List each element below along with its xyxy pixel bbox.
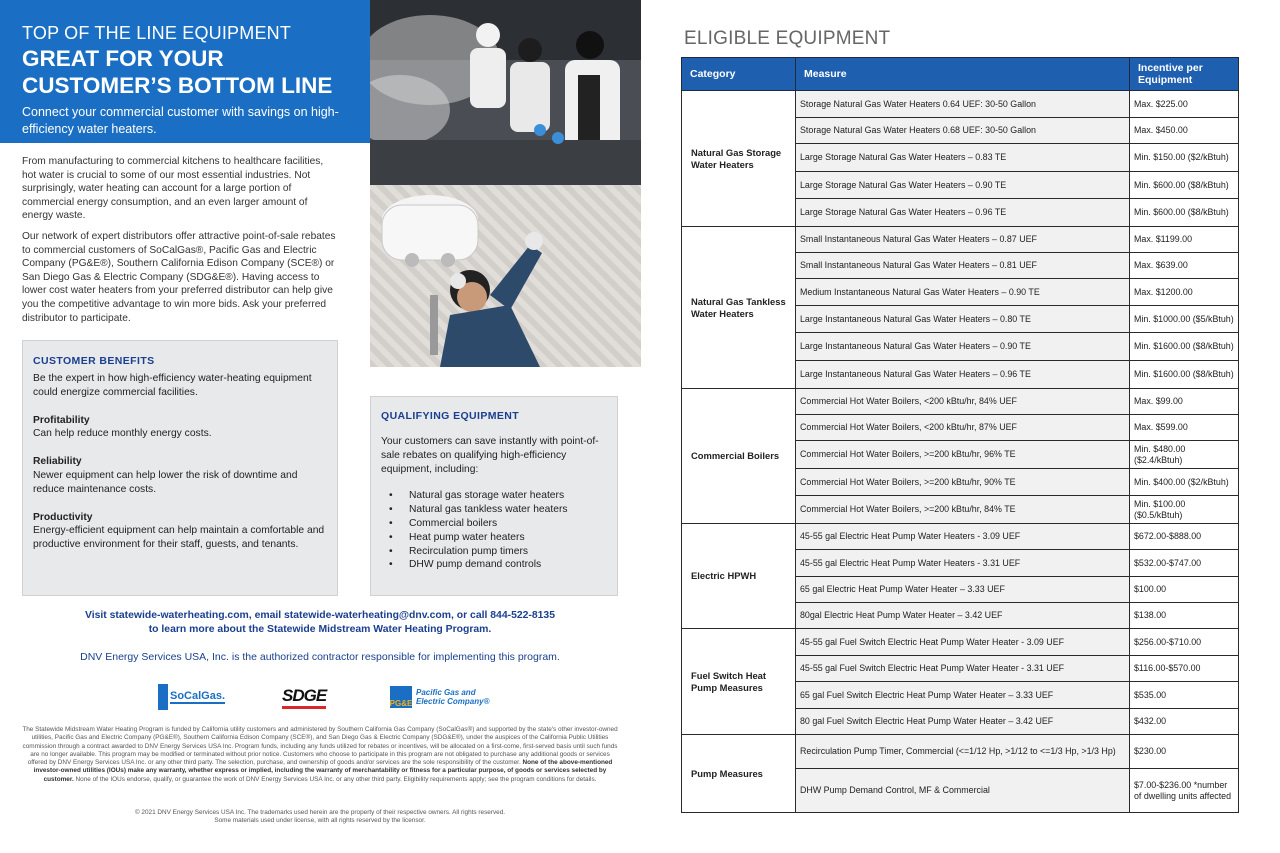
copyright-line-1: © 2021 DNV Energy Services USA Inc. The trademarks used herein are the property of their respective owners. All rights reserved.	[134, 809, 506, 816]
incentive-cell: Min. $150.00 ($2/kBtuh)	[1130, 144, 1239, 172]
incentive-cell: Min. $480.00 ($2.4/kBtuh)	[1130, 441, 1239, 469]
measure-cell: Commercial Hot Water Boilers, <200 kBtu/hr, 84% UEF	[796, 389, 1130, 415]
sdge-logo-text: SDGE	[282, 686, 326, 709]
measure-cell: Large Storage Natural Gas Water Heaters – 0.96 TE	[796, 199, 1130, 227]
incentive-cell: $432.00	[1130, 709, 1239, 735]
measure-cell: Commercial Hot Water Boilers, <200 kBtu/hr, 87% UEF	[796, 415, 1130, 441]
qualifying-equipment-box	[370, 396, 618, 596]
list-item: • Heat pump water heaters	[381, 531, 607, 545]
list-item: • Commercial boilers	[381, 517, 607, 531]
column-header-incentive: Incentive per Equipment	[1130, 58, 1239, 91]
copyright-notice	[22, 809, 618, 826]
fine-print	[22, 726, 618, 784]
incentive-cell: Max. $450.00	[1130, 118, 1239, 144]
incentive-cell: $535.00	[1130, 682, 1239, 709]
customer-benefits-title: CUSTOMER BENEFITS	[33, 355, 155, 367]
table-row	[682, 629, 1239, 656]
dnv-statement: DNV Energy Services USA, Inc. is the authorized contractor responsible for implementing this program.	[80, 651, 560, 663]
intro-paragraph-1: From manufacturing to commercial kitchens to healthcare facilities, hot water is crucial to some of our most essential industries. Not surprisingly, water heating can account for a large portion of commercial energy consumption, and an even larger amount of energy waste.	[22, 156, 324, 222]
eligible-equipment-body	[682, 91, 1239, 813]
incentive-cell: Max. $99.00	[1130, 389, 1239, 415]
category-cell: Natural Gas Tankless Water Heaters	[682, 227, 796, 389]
hero-headline-line-2: CUSTOMER’S BOTTOM LINE	[22, 73, 333, 98]
column-header-category: Category	[682, 58, 796, 91]
measure-cell: Commercial Hot Water Boilers, >=200 kBtu/hr, 84% TE	[796, 496, 1130, 524]
table-row	[682, 227, 1239, 253]
pge-logo-line-1: Pacific Gas and	[416, 688, 476, 697]
qualifying-equipment-lead: Your customers can save instantly with point-of-sale rebates on qualifying high-efficiency equipment, including:	[381, 436, 599, 475]
measure-cell: Storage Natural Gas Water Heaters 0.64 UEF: 30-50 Gallon	[796, 91, 1130, 118]
socalgas-logo	[158, 680, 226, 714]
incentive-cell: $532.00-$747.00	[1130, 550, 1239, 577]
measure-cell: Large Instantaneous Natural Gas Water Heaters – 0.80 TE	[796, 306, 1130, 333]
measure-cell: Small Instantaneous Natural Gas Water Heaters – 0.81 UEF	[796, 253, 1130, 279]
pge-logo-line-2: Electric Company®	[416, 697, 490, 706]
incentive-cell: Max. $1200.00	[1130, 279, 1239, 306]
category-cell: Fuel Switch Heat Pump Measures	[682, 629, 796, 735]
fine-print-normal: The Statewide Midstream Water Heating Program is funded by California utility customers and administered by Southern California Gas Company (SoCalGas®) and supported by the state's other investor-owned utilities, Pacific Gas and Electric Company (PG&E®), Southern California Edison Company (SCE®), and San Diego Gas & Electric Company (SDG&E®), under the auspices of the California Public Utilities commission through a contract awarded to DNV Energy Services USA Inc. Program funds, including any funds utilized for rebates or incentives, will be allocated on a first-come, first-served basis until such funds are no longer available. This program may be modified or terminated without prior notice. Customers who choose to participate in this program are not obligated to purchase any additional goods or services offered by DNV Energy Services USA Inc. or any other third party. The selection, purchase, and ownership of goods and/or services are the sole responsibility of the customer.	[22, 726, 618, 767]
list-item: • Recirculation pump timers	[381, 545, 607, 559]
incentive-cell: $116.00-$570.00	[1130, 656, 1239, 682]
incentive-cell: Max. $1199.00	[1130, 227, 1239, 253]
benefit-title: Reliability	[33, 456, 82, 468]
incentive-cell: $230.00	[1130, 735, 1239, 769]
hero-subtitle: Connect your commercial customer with savings on high-efficiency water heaters.	[22, 105, 339, 136]
category-cell: Commercial Boilers	[682, 389, 796, 524]
measure-cell: 65 gal Electric Heat Pump Water Heater – 3.33 UEF	[796, 577, 1130, 603]
incentive-cell: Min. $600.00 ($8/kBtuh)	[1130, 172, 1239, 199]
benefit-profitability	[33, 414, 327, 442]
incentive-cell: Max. $225.00	[1130, 91, 1239, 118]
customer-benefits-lead: Be the expert in how high-efficiency water-heating equipment could energize commercial facilities.	[33, 373, 312, 398]
benefit-productivity	[33, 511, 327, 552]
contact-line-1[interactable]: Visit statewide-waterheating.com, email statewide-waterheating@dnv.com, or call 844-522-8135	[85, 610, 555, 621]
incentive-cell: $100.00	[1130, 577, 1239, 603]
technician-water-heater-photo	[370, 185, 641, 367]
hero-kicker: TOP OF THE LINE EQUIPMENT	[22, 23, 292, 43]
measure-cell: DHW Pump Demand Control, MF & Commercial	[796, 769, 1130, 813]
incentive-cell: Min. $600.00 ($8/kBtuh)	[1130, 199, 1239, 227]
table-row	[682, 524, 1239, 550]
table-row	[682, 389, 1239, 415]
utility-logos	[150, 680, 550, 714]
benefit-reliability	[33, 455, 327, 496]
sdge-logo	[282, 680, 328, 714]
pge-logo	[390, 680, 490, 714]
socalgas-logo-text: SoCalGas.	[170, 690, 226, 702]
incentive-cell: $7.00-$236.00 *number of dwelling units affected	[1130, 769, 1239, 813]
incentive-cell: Min. $1000.00 ($5/kBtuh)	[1130, 306, 1239, 333]
hero-headline-line-1: GREAT FOR YOUR	[22, 46, 224, 71]
incentive-cell: Min. $100.00 ($0.5/kBtuh)	[1130, 496, 1239, 524]
measure-cell: 80 gal Fuel Switch Electric Heat Pump Water Heater – 3.42 UEF	[796, 709, 1130, 735]
incentive-cell: $256.00-$710.00	[1130, 629, 1239, 656]
benefit-text: Energy-efficient equipment can help maintain a comfortable and productive environment for their staff, guests, and tenants.	[33, 525, 325, 551]
fine-print-tail: None of the IOUs endorse, qualify, or guarantee the work of DNV Energy Services USA Inc. or any other third party. Eligibility requirements apply; see the program conditions for details.	[73, 775, 597, 783]
hero-headline	[22, 45, 348, 99]
measure-cell: Medium Instantaneous Natural Gas Water Heaters – 0.90 TE	[796, 279, 1130, 306]
kitchen-photo-illustration	[370, 0, 641, 185]
measure-cell: Large Instantaneous Natural Gas Water Heaters – 0.96 TE	[796, 361, 1130, 389]
contact-line-2: to learn more about the Statewide Midstream Water Heating Program.	[148, 624, 492, 635]
measure-cell: 80gal Electric Heat Pump Water Heater – 3.42 UEF	[796, 603, 1130, 629]
list-item: • Natural gas storage water heaters	[381, 489, 607, 503]
list-item: • Natural gas tankless water heaters	[381, 503, 607, 517]
table-header-row	[682, 58, 1239, 91]
incentive-cell: Max. $639.00	[1130, 253, 1239, 279]
pge-mark-icon: PG&E	[390, 686, 412, 708]
category-cell: Electric HPWH	[682, 524, 796, 629]
intro-paragraph-2: Our network of expert distributors offer attractive point-of-sale rebates to commercial customers of SoCalGas®, Pacific Gas and Electric Company (PG&E®), Southern California Edison Company (SCE®) or San Diego Gas & Electric Company (SDG&E®). Having access to lower cost water heaters from your preferred distributor can help give you the competitive advantage to win more bids. Ask your preferred distributor to participate.	[22, 230, 336, 324]
measure-cell: Commercial Hot Water Boilers, >=200 kBtu/hr, 96% TE	[796, 441, 1130, 469]
incentive-cell: Min. $1600.00 ($8/kBtuh)	[1130, 361, 1239, 389]
socalgas-flame-icon	[158, 684, 168, 710]
measure-cell: 65 gal Fuel Switch Electric Heat Pump Water Heater – 3.33 UEF	[796, 682, 1130, 709]
measure-cell: Large Instantaneous Natural Gas Water Heaters – 0.90 TE	[796, 333, 1130, 361]
intro-text	[22, 155, 340, 325]
measure-cell: Large Storage Natural Gas Water Heaters – 0.90 TE	[796, 172, 1130, 199]
kitchen-chefs-photo	[370, 0, 641, 185]
incentive-cell: Max. $599.00	[1130, 415, 1239, 441]
benefit-title: Profitability	[33, 414, 90, 426]
measure-cell: Large Storage Natural Gas Water Heaters – 0.83 TE	[796, 144, 1130, 172]
measure-cell: Small Instantaneous Natural Gas Water Heaters – 0.87 UEF	[796, 227, 1130, 253]
measure-cell: Recirculation Pump Timer, Commercial (<=1/12 Hp, >1/12 to <=1/3 Hp, >1/3 Hp)	[796, 735, 1130, 769]
incentive-cell: $672.00-$888.00	[1130, 524, 1239, 550]
eligible-equipment-title: ELIGIBLE EQUIPMENT	[684, 28, 891, 49]
eligible-equipment-table	[681, 57, 1239, 813]
customer-benefits-box	[22, 340, 338, 596]
column-header-measure: Measure	[796, 58, 1130, 91]
benefit-text: Can help reduce monthly energy costs.	[33, 428, 212, 440]
table-row	[682, 91, 1239, 118]
measure-cell: 45-55 gal Electric Heat Pump Water Heaters - 3.31 UEF	[796, 550, 1130, 577]
copyright-line-2: Some materials used under license, with all rights reserved by the licensor.	[214, 817, 426, 825]
list-item: • DHW pump demand controls	[381, 558, 607, 572]
table-row	[682, 735, 1239, 769]
incentive-cell: Min. $1600.00 ($8/kBtuh)	[1130, 333, 1239, 361]
qualifying-equipment-title: QUALIFYING EQUIPMENT	[381, 410, 520, 422]
measure-cell: Commercial Hot Water Boilers, >=200 kBtu/hr, 90% TE	[796, 469, 1130, 496]
incentive-cell: Min. $400.00 ($2/kBtuh)	[1130, 469, 1239, 496]
measure-cell: 45-55 gal Fuel Switch Electric Heat Pump Water Heater - 3.09 UEF	[796, 629, 1130, 656]
measure-cell: 45-55 gal Fuel Switch Electric Heat Pump Water Heater - 3.31 UEF	[796, 656, 1130, 682]
hero-banner	[0, 0, 370, 143]
technician-photo-illustration	[370, 185, 641, 367]
category-cell: Pump Measures	[682, 735, 796, 813]
incentive-cell: $138.00	[1130, 603, 1239, 629]
measure-cell: Storage Natural Gas Water Heaters 0.68 UEF: 30-50 Gallon	[796, 118, 1130, 144]
measure-cell: 45-55 gal Electric Heat Pump Water Heaters - 3.09 UEF	[796, 524, 1130, 550]
pge-logo-text	[416, 688, 489, 706]
fine-print-bold: None of the above-mentioned investor-owned utilities (IOUs) make any warranty, whether express or implied, including the warranty of merchantability or fitness for a particular purpose, of goods or services selected by customer.	[33, 759, 613, 783]
category-cell: Natural Gas Storage Water Heaters	[682, 91, 796, 227]
contact-info	[22, 609, 618, 637]
benefit-title: Productivity	[33, 511, 93, 523]
benefit-text: Newer equipment can help lower the risk of downtime and reduce maintenance costs.	[33, 469, 298, 495]
qualifying-equipment-list	[381, 489, 607, 572]
